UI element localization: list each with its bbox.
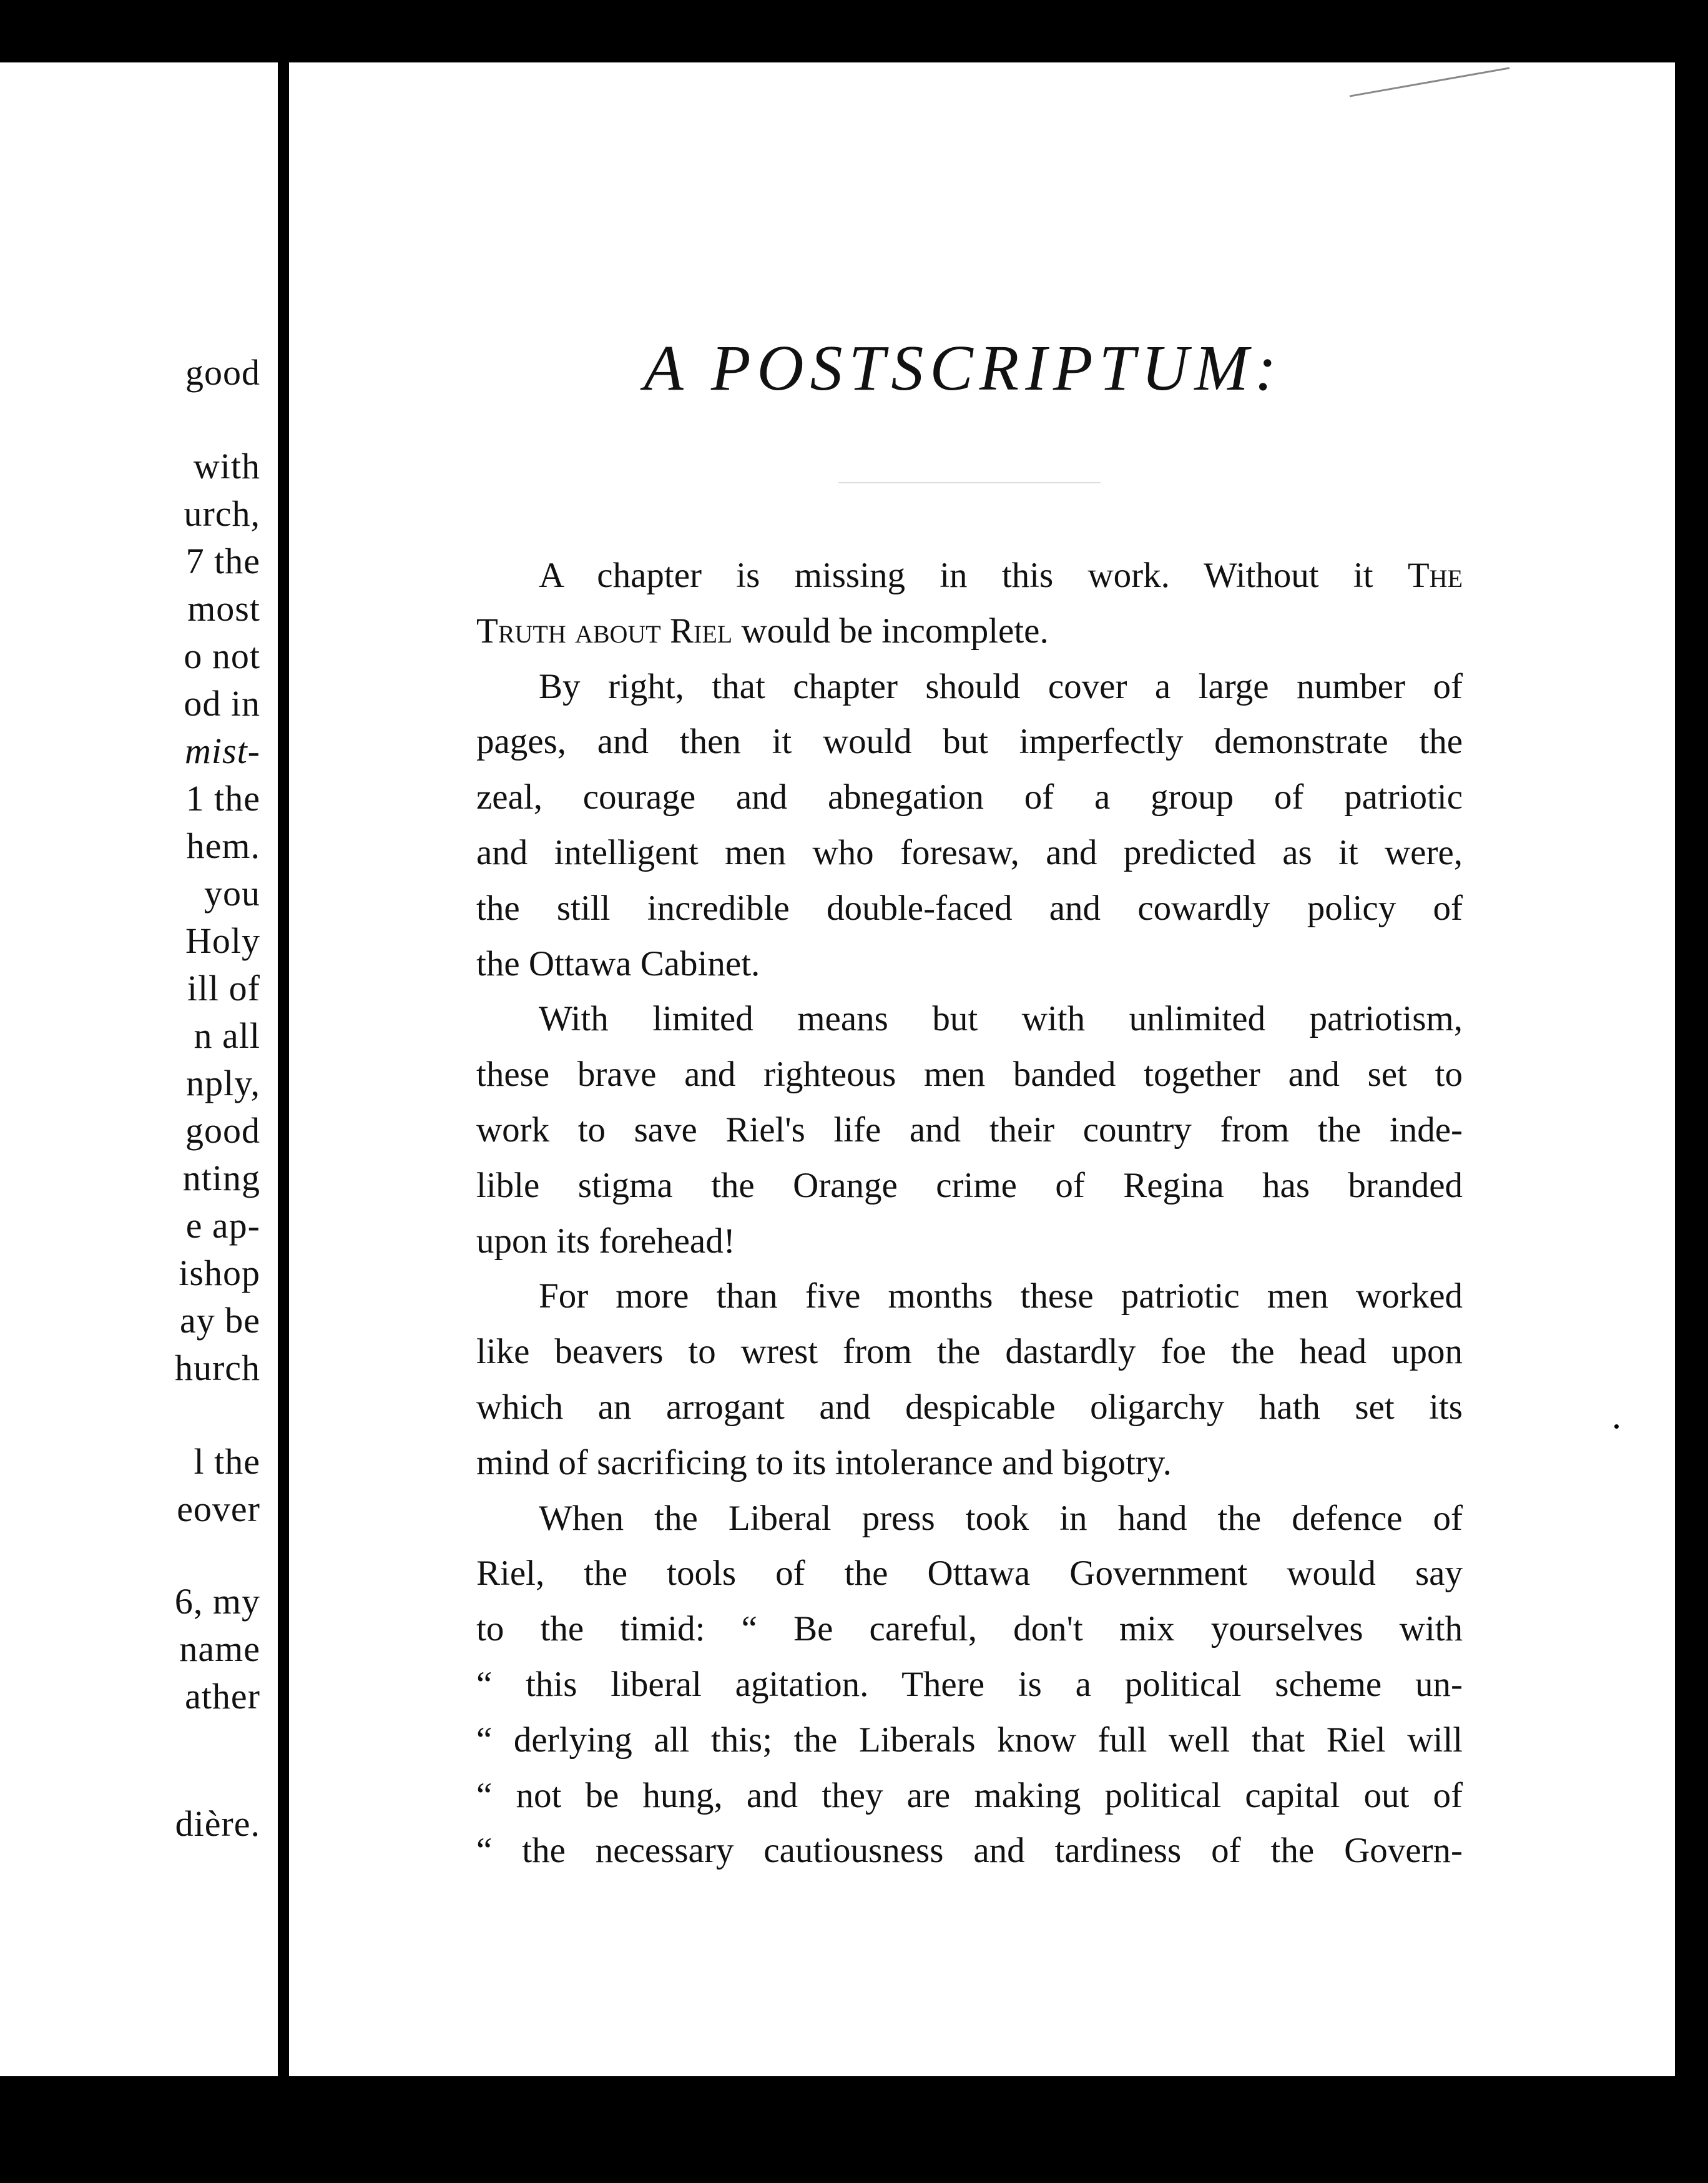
- scan-speck: [1614, 1424, 1619, 1429]
- text-line: “ derlying all this; the Liberals know full well that Riel will: [476, 1720, 1463, 1760]
- left-line: name: [179, 1629, 260, 1669]
- left-line: ather: [185, 1676, 260, 1717]
- text-line: zeal, courage and abnegation of a group of patriotic: [476, 777, 1463, 817]
- text-line: “ the necessary cautiousness and tardiness of the Govern-: [476, 1831, 1463, 1871]
- text-line: work to save Riel's life and their country from the inde-: [476, 1110, 1463, 1150]
- left-line: eover: [177, 1489, 260, 1529]
- right-page: [289, 62, 1675, 2076]
- left-line: good: [185, 352, 260, 393]
- text-line: the Ottawa Cabinet.: [476, 944, 760, 983]
- left-line: ay be: [180, 1300, 260, 1341]
- text-line: “ this liberal agitation. There is a political scheme un-: [476, 1664, 1463, 1704]
- left-line: most: [187, 588, 260, 629]
- left-line: l the: [194, 1441, 260, 1482]
- left-line: hem.: [186, 825, 260, 866]
- body-text: [476, 548, 1463, 1879]
- left-line: od in: [184, 683, 260, 724]
- left-page-fragment: [0, 62, 278, 2076]
- text-line: and intelligent men who foresaw, and predicted as it were,: [476, 832, 1463, 872]
- left-line: n all: [194, 1015, 260, 1056]
- left-line: nting: [182, 1158, 260, 1198]
- left-line: hurch: [174, 1348, 260, 1388]
- left-line: ishop: [179, 1253, 260, 1293]
- text-line: When the Liberal press took in hand the defence of: [539, 1498, 1463, 1538]
- left-line: nply,: [186, 1063, 260, 1103]
- text-line: pages, and then it would but imperfectly demonstrate the: [476, 722, 1463, 762]
- text-line: “ not be hung, and they are making political capital out of: [476, 1775, 1463, 1815]
- text-line: upon its forehead!: [476, 1221, 735, 1261]
- left-line: urch,: [184, 493, 260, 534]
- left-line: good: [185, 1110, 260, 1151]
- text-line: lible stigma the Orange crime of Regina has branded: [476, 1165, 1463, 1205]
- left-line: ill of: [187, 968, 260, 1008]
- book-gutter: [278, 56, 289, 2086]
- left-line: e ap-: [185, 1205, 260, 1246]
- text-line: With limited means but with unlimited patriotism,: [539, 999, 1463, 1039]
- text-line: like beavers to wrest from the dastardly foe the head upon: [476, 1332, 1463, 1372]
- text-line: to the timid: “ Be careful, don't mix yourselves with: [476, 1609, 1463, 1649]
- text-line: which an arrogant and despicable oligarchy hath set its: [476, 1387, 1463, 1427]
- left-line: dière.: [175, 1803, 260, 1844]
- left-line: 7 the: [185, 541, 260, 581]
- text-line: Truth about Riel would be incomplete.: [476, 611, 1049, 651]
- left-line: mist-: [185, 731, 260, 771]
- text-line: For more than five months these patriotic men worked: [539, 1276, 1463, 1316]
- left-line: Holy: [185, 920, 260, 961]
- text-line: A chapter is missing in this work. Without it The: [539, 556, 1463, 595]
- text-line: mind of sacrificing to its intolerance and bigotry.: [476, 1442, 1172, 1482]
- page-title: A POSTSCRIPTUM:: [644, 332, 1283, 404]
- left-line: o not: [184, 636, 260, 676]
- text-line: By right, that chapter should cover a large number of: [539, 666, 1463, 706]
- title-rule: [838, 482, 1101, 483]
- text-line: these brave and righteous men banded together and set to: [476, 1055, 1463, 1095]
- left-line: with: [193, 446, 260, 486]
- text-line: the still incredible double-faced and cowardly policy of: [476, 888, 1463, 928]
- scan-speck: [1681, 694, 1686, 699]
- left-line: you: [204, 873, 260, 914]
- left-line: 6, my: [174, 1581, 260, 1622]
- left-line: 1 the: [185, 778, 260, 819]
- text-line: Riel, the tools of the Ottawa Government would say: [476, 1554, 1463, 1594]
